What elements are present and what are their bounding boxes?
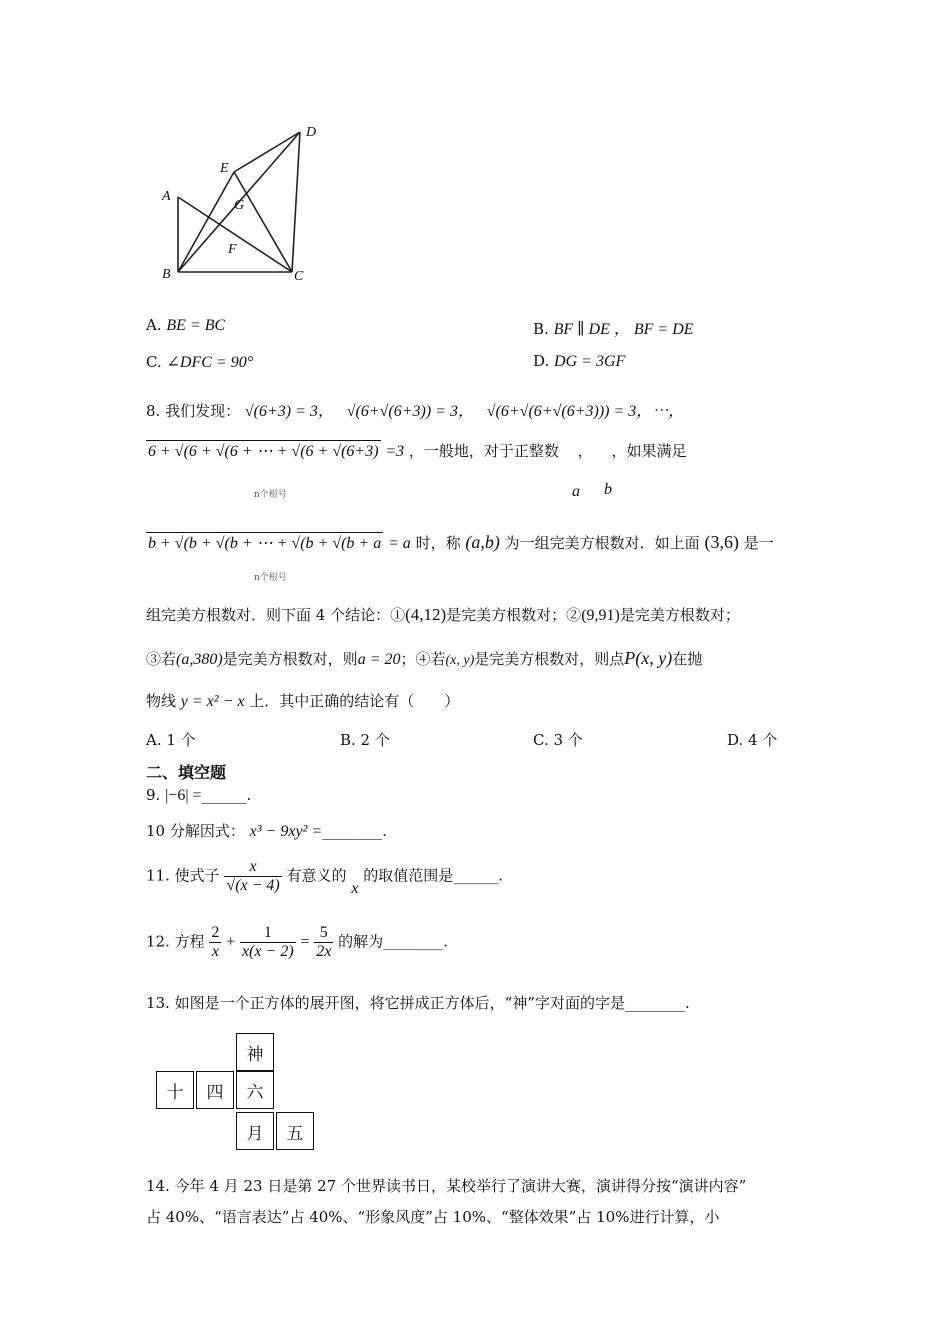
q12-f1-num: 2 bbox=[211, 924, 220, 941]
q11-blank: ______ bbox=[453, 866, 499, 885]
cube-cell-shen: 神 bbox=[236, 1033, 274, 1071]
q12-fraction-3 bbox=[314, 924, 333, 961]
label-c: C bbox=[294, 269, 304, 284]
q8-line-3 bbox=[146, 532, 774, 553]
q8-expr-2: √(6+√(6+3)) = 3， bbox=[346, 403, 474, 420]
q12-f2-den: x(x − 2) bbox=[242, 943, 294, 960]
section-title: 二、填空题 bbox=[146, 763, 227, 782]
cube-cell-liu: 六 bbox=[236, 1071, 274, 1109]
q8-line5-e: 在抛 bbox=[672, 650, 703, 668]
q8-n-note-2: n个根号 bbox=[254, 573, 287, 583]
q8-option-d: D. 4 个 bbox=[727, 731, 778, 749]
q8-pair-xy: (x, y) bbox=[445, 653, 475, 668]
q12-post: 的解为 bbox=[338, 932, 384, 951]
q11-post: 的取值范围是 bbox=[363, 866, 454, 885]
q8-line-5 bbox=[146, 648, 702, 669]
q8-line5-d: 是完美方根数对，则点 bbox=[474, 650, 625, 668]
q13-end: . bbox=[684, 994, 690, 1012]
q8-nested-radical-1: 6 + √(6 + √(6 + ⋯ + √(6 + √(6+3) bbox=[146, 440, 381, 461]
q8-line3-text: 为一组完美方根数对．如上面 bbox=[504, 534, 700, 552]
q8-line4-c: 是完美方根数对； bbox=[619, 606, 740, 624]
q8-pair-991: (9,91) bbox=[581, 607, 620, 624]
q12-f1-den: x bbox=[211, 943, 219, 960]
q8-intro: 8. 我们发现： bbox=[146, 402, 241, 420]
q12-f3-den: 2x bbox=[316, 943, 332, 960]
option-text: DG = 3GF bbox=[554, 353, 626, 370]
option-text: BE = BC bbox=[166, 317, 226, 334]
q8-line4-b: 是完美方根数对；② bbox=[446, 606, 582, 624]
q8-line4-a: 组完美方根数对．则下面 4 个结论：① bbox=[146, 606, 406, 624]
q7-option-a bbox=[146, 316, 225, 335]
q11-denominator: √(x − 4) bbox=[226, 877, 280, 894]
q12 bbox=[146, 924, 448, 961]
label-b: B bbox=[162, 267, 171, 282]
q8-general-text: ，一般地，对于正整数 bbox=[408, 442, 559, 460]
cube-cell-si: 四 bbox=[196, 1071, 234, 1109]
q8-pair-a380: (a,380) bbox=[176, 651, 223, 668]
q8-var-b: b bbox=[604, 481, 612, 498]
q9-blank: ______ bbox=[201, 786, 247, 804]
q14-line-2: 占 40%、“语言表达”占 40%、“形象风度”占 10%、“整体效果”占 10%进行计算，小 bbox=[146, 1208, 720, 1226]
q8-nested-eq-1: =3 bbox=[385, 443, 405, 460]
q11 bbox=[146, 858, 503, 895]
q12-end: . bbox=[443, 932, 448, 951]
q8-n-note-1: n个根号 bbox=[254, 490, 287, 500]
cube-cell-shi: 十 bbox=[156, 1071, 194, 1109]
q12-eq: = bbox=[300, 933, 310, 951]
label-e: E bbox=[220, 161, 229, 176]
q7-option-d bbox=[533, 352, 625, 371]
q8-line3-mid: 时，称 bbox=[415, 534, 461, 552]
q8-point: P(x, y) bbox=[624, 648, 673, 668]
q8-nested-eq-2: = a bbox=[388, 535, 411, 552]
q9-number: 9. bbox=[146, 786, 161, 804]
q8-line-1 bbox=[146, 398, 684, 421]
q8-line5-b: 是完美方根数对，则 bbox=[222, 650, 358, 668]
q8-pair-36: (3,6) bbox=[704, 532, 739, 552]
q11-numerator: x bbox=[224, 858, 281, 877]
q9 bbox=[146, 786, 251, 805]
q10-text: 10 分解因式： bbox=[146, 822, 245, 840]
option-text: ∠DFC = 90° bbox=[166, 354, 254, 371]
q8-pair-ab: (a,b) bbox=[465, 532, 500, 552]
q10-end: . bbox=[382, 822, 387, 840]
q13 bbox=[146, 992, 690, 1013]
q8-expr-3: √(6+√(6+√(6+3))) = 3，⋯， bbox=[486, 403, 685, 420]
q11-text: 11. 使式子 bbox=[146, 866, 220, 885]
q8-line-6 bbox=[146, 690, 459, 711]
q8-option-a: A. 1 个 bbox=[146, 731, 196, 749]
q11-var: x bbox=[351, 879, 359, 897]
segment-ec bbox=[234, 172, 292, 272]
option-label: D. bbox=[533, 352, 550, 370]
label-a: A bbox=[162, 189, 171, 204]
q10-blank: ________ bbox=[322, 822, 383, 840]
q7-option-c bbox=[146, 352, 253, 372]
q8-a-eq: a = 20 bbox=[357, 651, 401, 668]
q8-line-2 bbox=[146, 440, 687, 461]
q9-expr: |−6| = bbox=[165, 787, 202, 804]
option-label: B. bbox=[533, 320, 549, 338]
q8-var-a: a bbox=[572, 483, 580, 500]
label-d: D bbox=[306, 125, 317, 140]
q8-expr-1: √(6+3) = 3， bbox=[244, 403, 334, 420]
label-g: G bbox=[234, 198, 245, 213]
q13-blank: ________ bbox=[624, 994, 685, 1012]
q10-expr: x³ − 9xy² = bbox=[249, 823, 323, 840]
q8-line5-c: ；④若 bbox=[400, 650, 446, 668]
q12-text: 12. 方程 bbox=[146, 932, 205, 951]
q12-fraction-2 bbox=[240, 924, 296, 961]
q8-comma: ， bbox=[577, 442, 593, 460]
segment-ed bbox=[234, 132, 300, 172]
q14-line-1: 14. 今年 4 月 23 日是第 27 个世界读书日，某校举行了演讲大赛，演讲得分按“演讲内容” bbox=[146, 1177, 747, 1195]
q8-option-b: B. 2 个 bbox=[340, 731, 390, 749]
q8-line3-end: 是一 bbox=[743, 534, 774, 552]
q12-fraction-1 bbox=[209, 924, 221, 961]
q13-text: 13. 如图是一个正方体的展开图，将它拼成正方体后，“神”字对面的字是 bbox=[146, 994, 625, 1012]
q8-line5-a: ③若 bbox=[146, 650, 177, 668]
q8-nested-radical-2: b + √(b + √(b + ⋯ + √(b + √(b + a bbox=[146, 532, 383, 553]
q11-end: . bbox=[498, 866, 504, 885]
q10 bbox=[146, 820, 387, 841]
q9-end: . bbox=[246, 786, 252, 804]
q8-line6-b: 上．其中正确的结论有（ ） bbox=[249, 692, 460, 710]
option-text: BF ∥ DE ， BF = DE bbox=[553, 321, 694, 338]
geometry-figure bbox=[150, 120, 330, 290]
q8-if-meet: ，如果满足 bbox=[611, 442, 687, 460]
segment-dc bbox=[292, 132, 300, 272]
label-f: F bbox=[228, 242, 237, 257]
option-label: A. bbox=[146, 316, 162, 334]
q8-pair-412: (4,12) bbox=[405, 605, 447, 624]
cube-cell-yue: 月 bbox=[236, 1112, 274, 1150]
q8-line6-a: 物线 bbox=[146, 692, 177, 710]
q8-parabola: y = x² − x bbox=[180, 693, 245, 710]
segment-be bbox=[178, 172, 234, 272]
q12-plus: + bbox=[226, 933, 236, 951]
q12-f2-num: 1 bbox=[240, 924, 296, 943]
q11-mid: 有意义的 bbox=[286, 866, 347, 885]
option-label: C. bbox=[146, 353, 162, 371]
q12-f3-num: 5 bbox=[314, 924, 333, 943]
q7-option-b bbox=[533, 316, 694, 339]
q8-line-4 bbox=[146, 604, 740, 625]
q8-option-c: C. 3 个 bbox=[533, 731, 583, 749]
cube-cell-wu: 五 bbox=[276, 1112, 314, 1150]
q11-fraction bbox=[224, 858, 281, 895]
q12-blank: ________ bbox=[383, 932, 444, 951]
